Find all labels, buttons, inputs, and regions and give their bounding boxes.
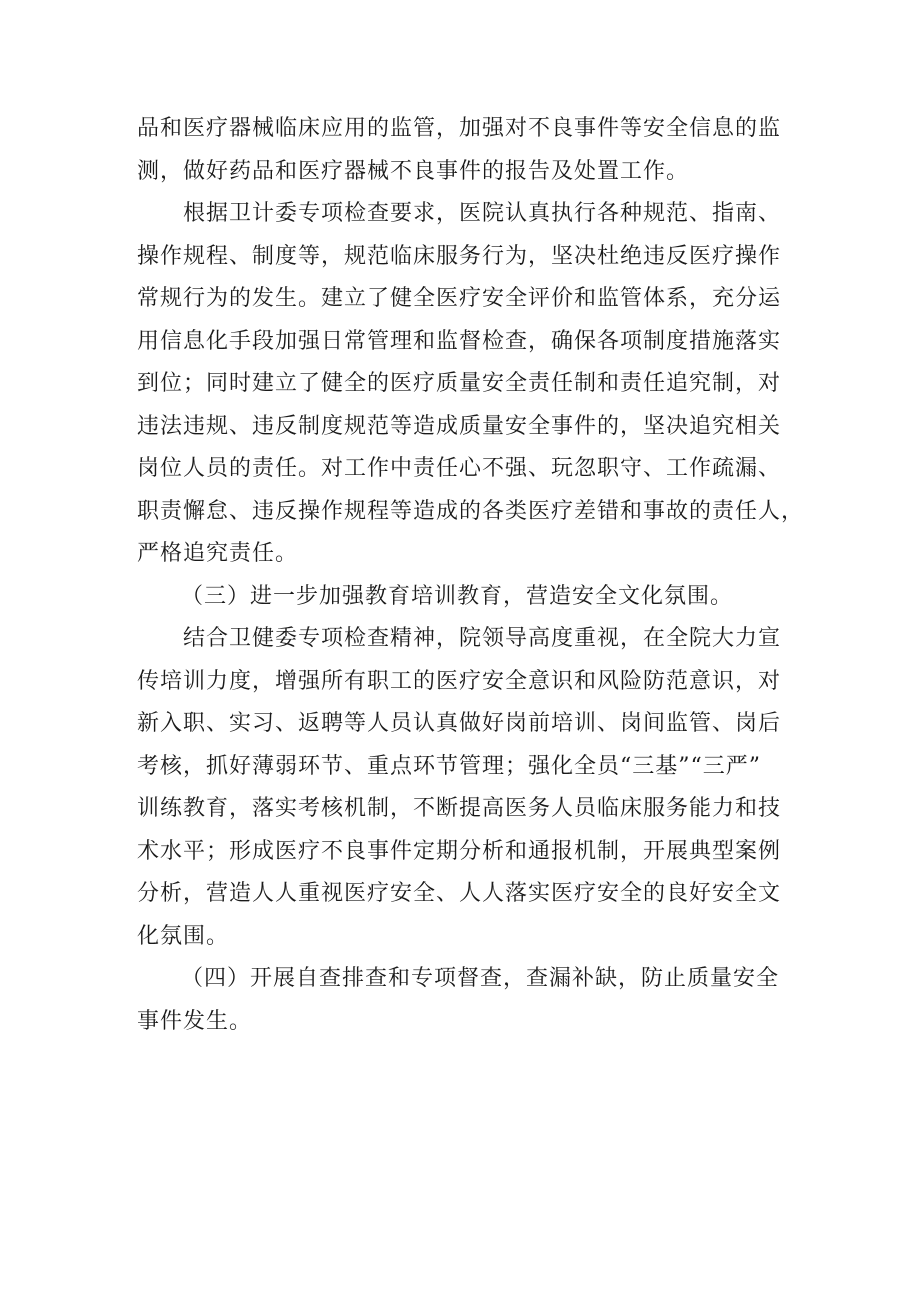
text-line: 化氛围。 <box>137 923 230 949</box>
text-line: 测，做好药品和医疗器械不良事件的报告及处置工作。 <box>137 158 690 184</box>
heading-line: （四）开展自查排查和专项督查，查漏补缺，防止质量安全 <box>181 966 780 991</box>
text-line: 操作规程、制度等，规范临床服务行为，坚决杜绝违反医疗操作 <box>137 243 782 269</box>
paragraph-continuation <box>137 108 797 193</box>
section-heading-3 <box>137 576 797 619</box>
text-line: 考核，抓好薄弱环节、重点环节管理；强化全员“三基”“三严” <box>137 753 761 779</box>
heading-line: （三）进一步加强教育培训教育，营造安全文化氛围。 <box>181 583 734 609</box>
text-line: 常规行为的发生。建立了健全医疗安全评价和监管体系，充分运 <box>137 286 782 311</box>
text-line: 岗位人员的责任。对工作中责任心不强、玩忽职守、工作疏漏、 <box>137 456 782 481</box>
section-heading-4 <box>137 958 797 1043</box>
text-line: 新入职、实习、返聘等人员认真做好岗前培训、岗间监管、岗后 <box>137 711 782 736</box>
heading-line: 事件发生。 <box>137 1008 253 1034</box>
paragraph-training <box>137 618 797 958</box>
document-body <box>137 108 805 1043</box>
text-line: 职责懈怠、违反操作规程等造成的各类医疗差错和事故的责任人， <box>137 498 805 524</box>
text-line: 根据卫计委专项检查要求，医院认真执行各种规范、指南、 <box>183 201 782 226</box>
text-line: 训练教育，落实考核机制，不断提高医务人员临床服务能力和技 <box>137 796 782 821</box>
text-line: 结合卫健委专项检查精神，院领导高度重视，在全院大力宣 <box>183 626 782 651</box>
text-line: 分析，营造人人重视医疗安全、人人落实医疗安全的良好安全文 <box>137 881 782 906</box>
text-line: 用信息化手段加强日常管理和监督检查，确保各项制度措施落实 <box>137 328 782 354</box>
text-line: 严格追究责任。 <box>137 541 299 566</box>
text-line: 到位；同时建立了健全的医疗质量安全责任制和责任追究制，对 <box>137 371 782 396</box>
text-line: 违法违规、违反制度规范等造成质量安全事件的，坚决追究相关 <box>137 413 782 439</box>
text-line: 传培训力度，增强所有职工的医疗安全意识和风险防范意识，对 <box>137 668 782 694</box>
text-line: 术水平；形成医疗不良事件定期分析和通报机制，开展典型案例 <box>137 838 782 864</box>
text-line: 品和医疗器械临床应用的监管，加强对不良事件等安全信息的监 <box>137 116 782 141</box>
paragraph-responsibility <box>137 193 805 576</box>
